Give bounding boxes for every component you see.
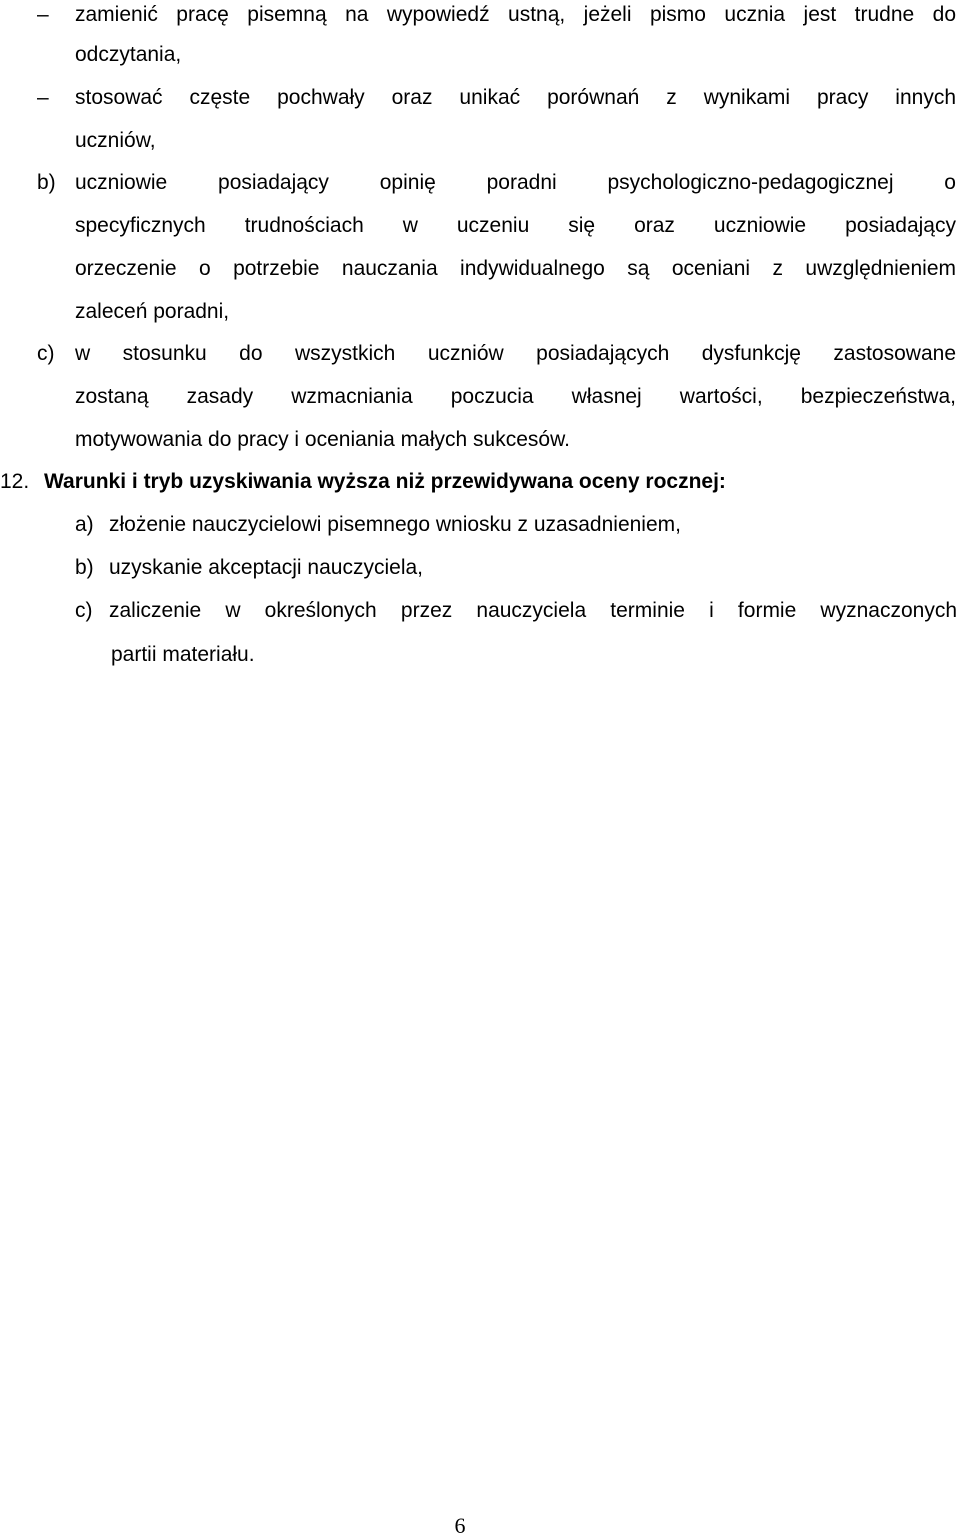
item-c-line-1: w stosunku do wszystkich uczniów posiadających dysfunkcję zastosowane	[75, 342, 956, 365]
section-item-c-line-2: partii materiału.	[111, 643, 255, 666]
item-c-line-3: motywowania do pracy i oceniania małych sukcesów.	[75, 428, 570, 451]
section-item-c-line-1: zaliczenie w określonych przez nauczyciela terminie i formie wyznaczonych	[109, 599, 957, 622]
section-heading: Warunki i tryb uzyskiwania wyższa niż przewidywana oceny rocznej:	[44, 470, 726, 493]
dash-item-2-line-1: stosować częste pochwały oraz unikać porównań z wynikami pracy innych	[75, 86, 956, 109]
list-marker-b: b)	[37, 171, 56, 194]
list-marker-c: c)	[75, 599, 93, 622]
item-b-line-1: uczniowie posiadający opinię poradni psychologiczno-pedagogicznej o	[75, 171, 956, 194]
item-b-line-2: specyficznych trudnościach w uczeniu się oraz uczniowie posiadający	[75, 214, 956, 237]
list-marker-c: c)	[37, 342, 55, 365]
page-number: 6	[454, 1513, 466, 1538]
list-marker-a: a)	[75, 513, 94, 536]
item-b-line-3: orzeczenie o potrzebie nauczania indywidualnego są oceniani z uwzględnieniem	[75, 257, 956, 280]
section-item-b-text: uzyskanie akceptacji nauczyciela,	[109, 556, 423, 579]
item-c-line-2: zostaną zasady wzmacniania poczucia własnej wartości, bezpieczeństwa,	[75, 385, 956, 408]
section-number: 12.	[0, 470, 30, 493]
dash-item-2-line-2: uczniów,	[75, 129, 156, 152]
dash-item-1-line-2: odczytania,	[75, 43, 182, 66]
dash-bullet: –	[37, 3, 49, 26]
list-marker-b: b)	[75, 556, 94, 579]
section-item-a-text: złożenie nauczycielowi pisemnego wniosku z uzasadnieniem,	[109, 513, 681, 536]
item-b-line-4: zaleceń poradni,	[75, 300, 230, 323]
dash-bullet: –	[37, 86, 49, 109]
dash-item-1-line-1: zamienić pracę pisemną na wypowiedź ustną, jeżeli pismo ucznia jest trudne do	[75, 3, 956, 26]
